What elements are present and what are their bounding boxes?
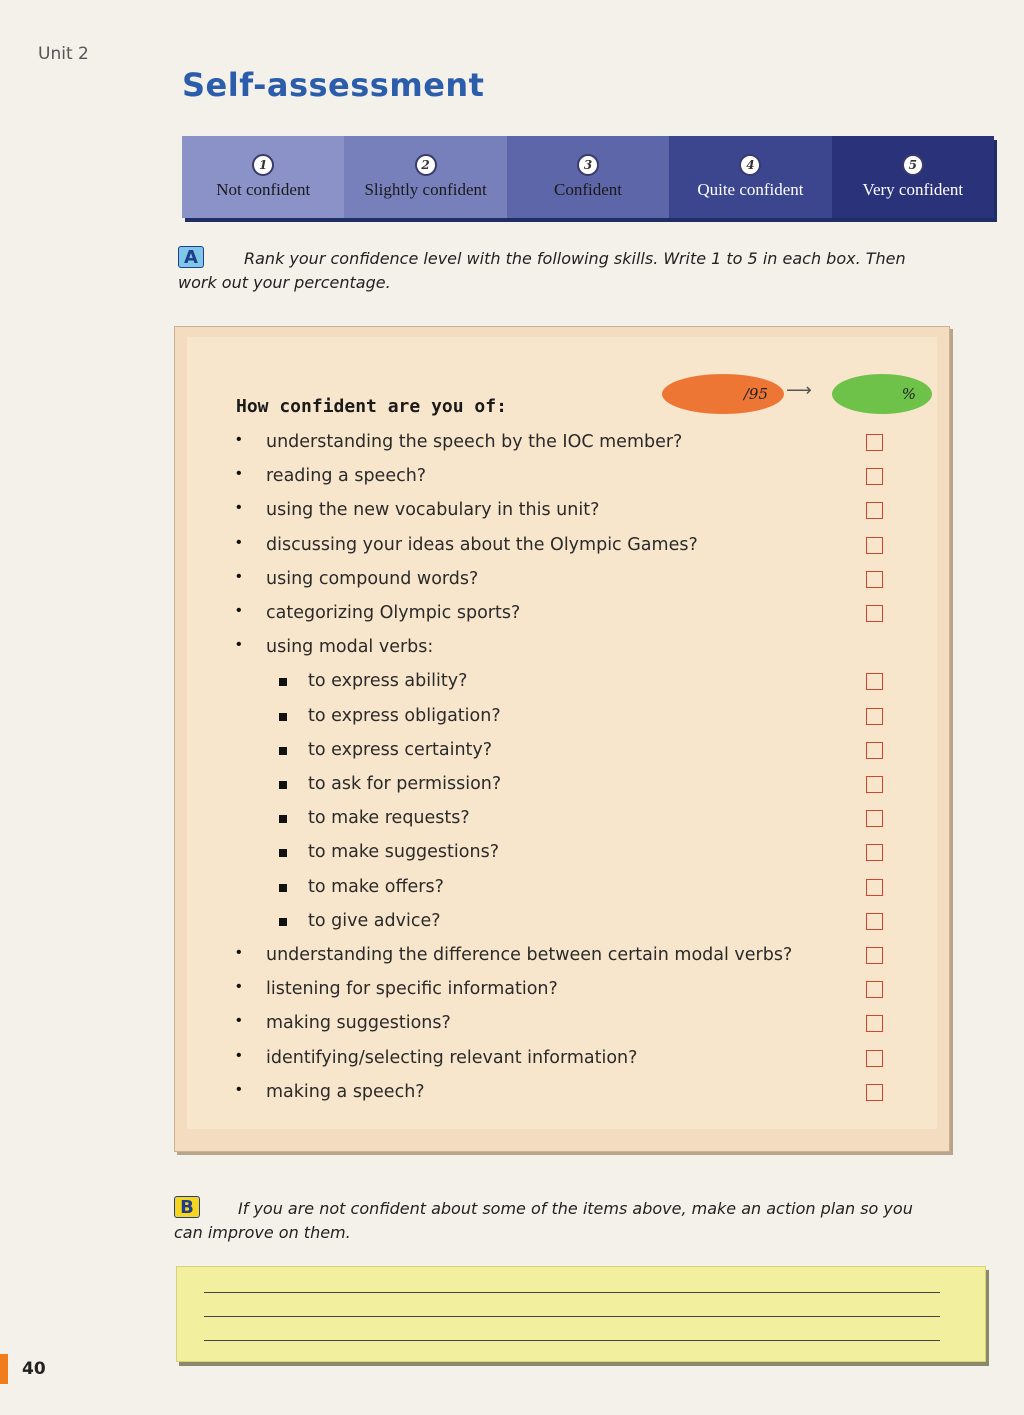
bullet-icon: • xyxy=(236,1081,242,1098)
section-a-instruction-line2: work out your percentage. xyxy=(178,273,391,292)
square-bullet-icon xyxy=(279,781,287,789)
section-a-instruction-line1: Rank your confidence level with the following skills. Write 1 to 5 in each box. Then xyxy=(244,249,906,268)
skill-label: understanding the speech by the IOC member? xyxy=(266,432,683,452)
skill-label: understanding the difference between certain modal verbs? xyxy=(266,945,793,965)
bullet-icon: • xyxy=(236,465,242,482)
bullet-icon: • xyxy=(236,431,242,448)
page-number: 40 xyxy=(0,1354,44,1384)
skill-label: to ask for permission? xyxy=(308,774,502,794)
scale-number-icon: 5 xyxy=(902,154,924,176)
skill-label: to express ability? xyxy=(308,671,468,691)
rating-box[interactable] xyxy=(866,981,883,998)
score-text: /95 xyxy=(743,385,768,403)
percent-text: % xyxy=(901,385,916,403)
rating-box[interactable] xyxy=(866,810,883,827)
skill-label: using modal verbs: xyxy=(266,637,434,657)
skill-label: to express obligation? xyxy=(308,706,501,726)
scale-label: Quite confident xyxy=(697,180,804,199)
rating-box[interactable] xyxy=(866,742,883,759)
bullet-icon: • xyxy=(236,534,242,551)
bullet-icon: • xyxy=(236,1012,242,1029)
bullet-icon: • xyxy=(236,499,242,516)
bullet-icon: • xyxy=(236,944,242,961)
scale-level-5 xyxy=(832,136,994,218)
percent-oval[interactable] xyxy=(832,374,932,414)
scale-label: Not confident xyxy=(216,180,311,199)
rating-box[interactable] xyxy=(866,502,883,519)
skill-label: to make requests? xyxy=(308,808,470,828)
bullet-icon: • xyxy=(236,978,242,995)
skill-label: listening for specific information? xyxy=(266,979,558,999)
square-bullet-icon xyxy=(279,884,287,892)
square-bullet-icon xyxy=(279,678,287,686)
skill-label: to make offers? xyxy=(308,877,444,897)
skill-label: reading a speech? xyxy=(266,466,427,486)
score-oval[interactable] xyxy=(662,374,784,414)
arrow-icon: ⟶ xyxy=(786,380,812,400)
rating-box[interactable] xyxy=(866,1084,883,1101)
scale-number-icon: 1 xyxy=(252,154,274,176)
rating-box[interactable] xyxy=(866,673,883,690)
confidence-scale xyxy=(182,136,994,218)
rating-box[interactable] xyxy=(866,879,883,896)
section-b-instruction-line1: If you are not confident about some of the items above, make an action plan so you xyxy=(238,1199,913,1218)
scale-level-4 xyxy=(669,136,831,218)
scale-label: Very confident xyxy=(862,180,964,199)
section-a-label: A xyxy=(178,246,204,268)
square-bullet-icon xyxy=(279,815,287,823)
bullet-icon: • xyxy=(236,568,242,585)
scale-label: Confident xyxy=(554,180,623,199)
bullet-icon: • xyxy=(236,1047,242,1064)
page-title: Self-assessment xyxy=(182,66,485,104)
rating-box[interactable] xyxy=(866,571,883,588)
rating-box[interactable] xyxy=(866,947,883,964)
action-plan-line[interactable] xyxy=(204,1292,940,1293)
scale-level-1 xyxy=(182,136,344,218)
skill-label: identifying/selecting relevant information? xyxy=(266,1048,638,1068)
skill-label: using the new vocabulary in this unit? xyxy=(266,500,600,520)
action-plan-box[interactable] xyxy=(176,1266,986,1362)
panel-heading: How confident are you of: xyxy=(236,396,507,417)
assessment-panel-inner xyxy=(187,337,937,1129)
scale-number-icon: 3 xyxy=(577,154,599,176)
scale-number-icon: 4 xyxy=(739,154,761,176)
section-b-label: B xyxy=(174,1196,200,1218)
bullet-icon: • xyxy=(236,636,242,653)
skill-label: to make suggestions? xyxy=(308,842,499,862)
scale-level-3 xyxy=(507,136,669,218)
rating-box[interactable] xyxy=(866,913,883,930)
rating-box[interactable] xyxy=(866,468,883,485)
skill-label: to express certainty? xyxy=(308,740,493,760)
scale-level-2 xyxy=(344,136,506,218)
section-b-instruction-line2: can improve on them. xyxy=(174,1223,351,1242)
skill-label: categorizing Olympic sports? xyxy=(266,603,521,623)
rating-box[interactable] xyxy=(866,1015,883,1032)
rating-box[interactable] xyxy=(866,1050,883,1067)
rating-box[interactable] xyxy=(866,434,883,451)
skill-label: making a speech? xyxy=(266,1082,425,1102)
skill-label: discussing your ideas about the Olympic Games? xyxy=(266,535,698,555)
skill-label: to give advice? xyxy=(308,911,441,931)
action-plan-line[interactable] xyxy=(204,1340,940,1341)
square-bullet-icon xyxy=(279,918,287,926)
action-plan-line[interactable] xyxy=(204,1316,940,1317)
scale-number-icon: 2 xyxy=(415,154,437,176)
square-bullet-icon xyxy=(279,713,287,721)
rating-box[interactable] xyxy=(866,776,883,793)
bullet-icon: • xyxy=(236,602,242,619)
scale-label: Slightly confident xyxy=(364,180,487,199)
rating-box[interactable] xyxy=(866,844,883,861)
skill-label: using compound words? xyxy=(266,569,479,589)
rating-box[interactable] xyxy=(866,537,883,554)
skill-label: making suggestions? xyxy=(266,1013,451,1033)
rating-box[interactable] xyxy=(866,708,883,725)
square-bullet-icon xyxy=(279,747,287,755)
square-bullet-icon xyxy=(279,849,287,857)
unit-label: Unit 2 xyxy=(38,44,89,64)
rating-box[interactable] xyxy=(866,605,883,622)
